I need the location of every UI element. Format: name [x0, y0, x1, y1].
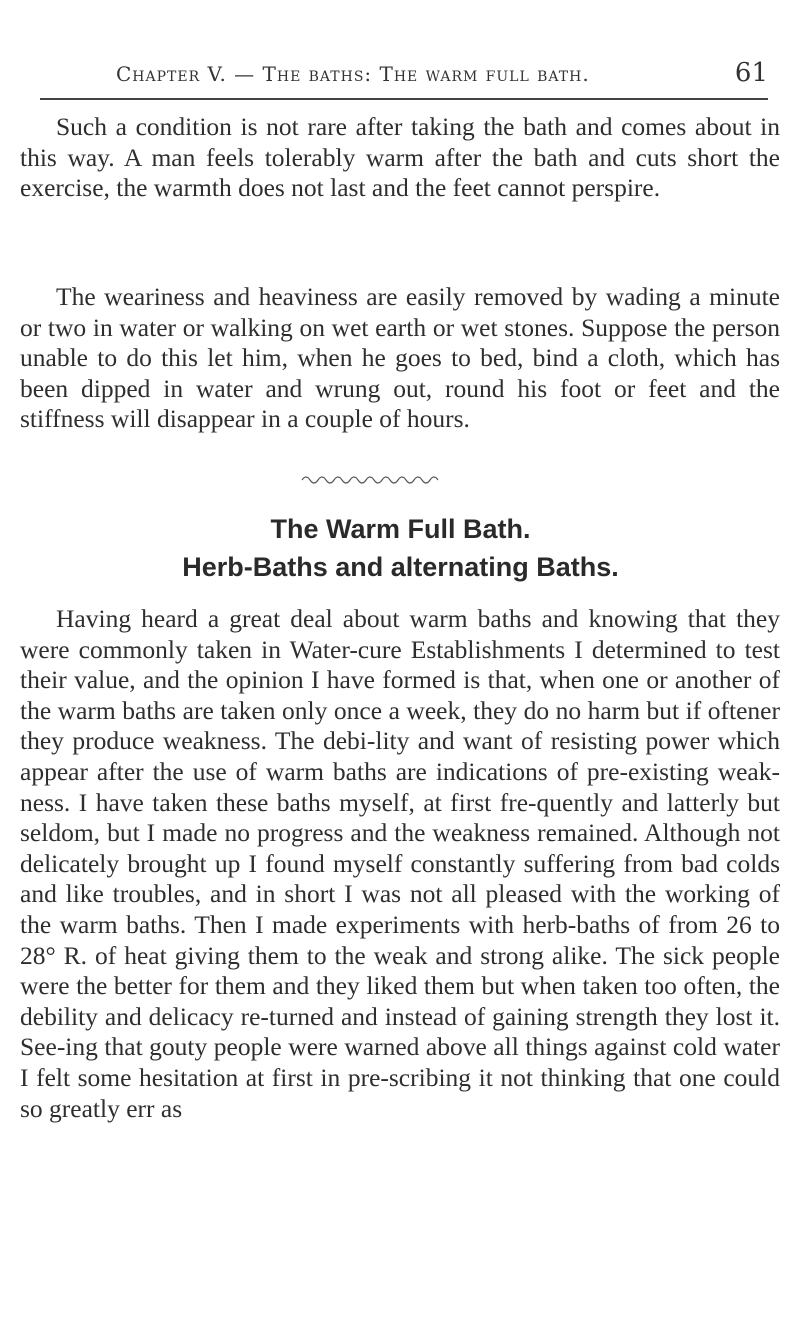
- paragraph-2-block: [20, 282, 780, 435]
- section-title: The Warm Full Bath.: [270, 514, 531, 544]
- running-head: [40, 58, 768, 88]
- header-rule: [40, 98, 768, 100]
- wavy-ornament-divider: [300, 470, 440, 490]
- section-heading: [0, 510, 801, 586]
- section-subtitle: Herb-Baths and alternating Baths.: [182, 552, 619, 582]
- paragraph-2: The weariness and heaviness are easily removed by wading a minute or two in water or walking on wet earth or wet stones. Suppose the person unable to do this let him, when he goes to bed, bind a cloth, which has been dipped in water and wrung out, round his foot or feet and the stiffness will disappear in a couple of hours.: [20, 282, 780, 434]
- paragraph-1-block: [20, 112, 780, 204]
- paragraph-3-block: [20, 604, 780, 1124]
- paragraph-3: Having heard a great deal about warm baths and knowing that they were commonly taken in Water-cure Establishments I determined to test their value, and the opinion I have formed is that, when one or another of the warm baths are taken only once a week, they do no harm but if oftener they produce weakness. The debi-lity and want of resisting power which appear after the use of warm baths are indications of pre-existing weak-ness. I have taken these baths myself, at first fre-quently and latterly but seldom, but I made no progress and the weakness remained. Although not delicately brought up I found myself constantly suffering from bad colds and like troubles, and in short I was not all pleased with the working of the warm baths. Then I made experiments with herb-baths of from 26 to 28° R. of heat giving them to the weak and strong alike. The sick people were the better for them and they liked them but when taken too often, the debility and delicacy re-turned and instead of gaining strength they lost it. See-ing that gouty people were warned above all things against cold water I felt some hesitation at first in pre-scribing it not thinking that one could so greatly err as: [20, 604, 780, 1123]
- paragraph-1: Such a condition is not rare after taking the bath and comes about in this way. A man feels tolerably warm after the bath and cuts short the exercise, the warmth does not last and the feet cannot perspire.: [20, 112, 780, 203]
- running-head-title: Chapter V. — The baths: The warm full bath.: [116, 62, 590, 86]
- page-number: 61: [734, 58, 768, 88]
